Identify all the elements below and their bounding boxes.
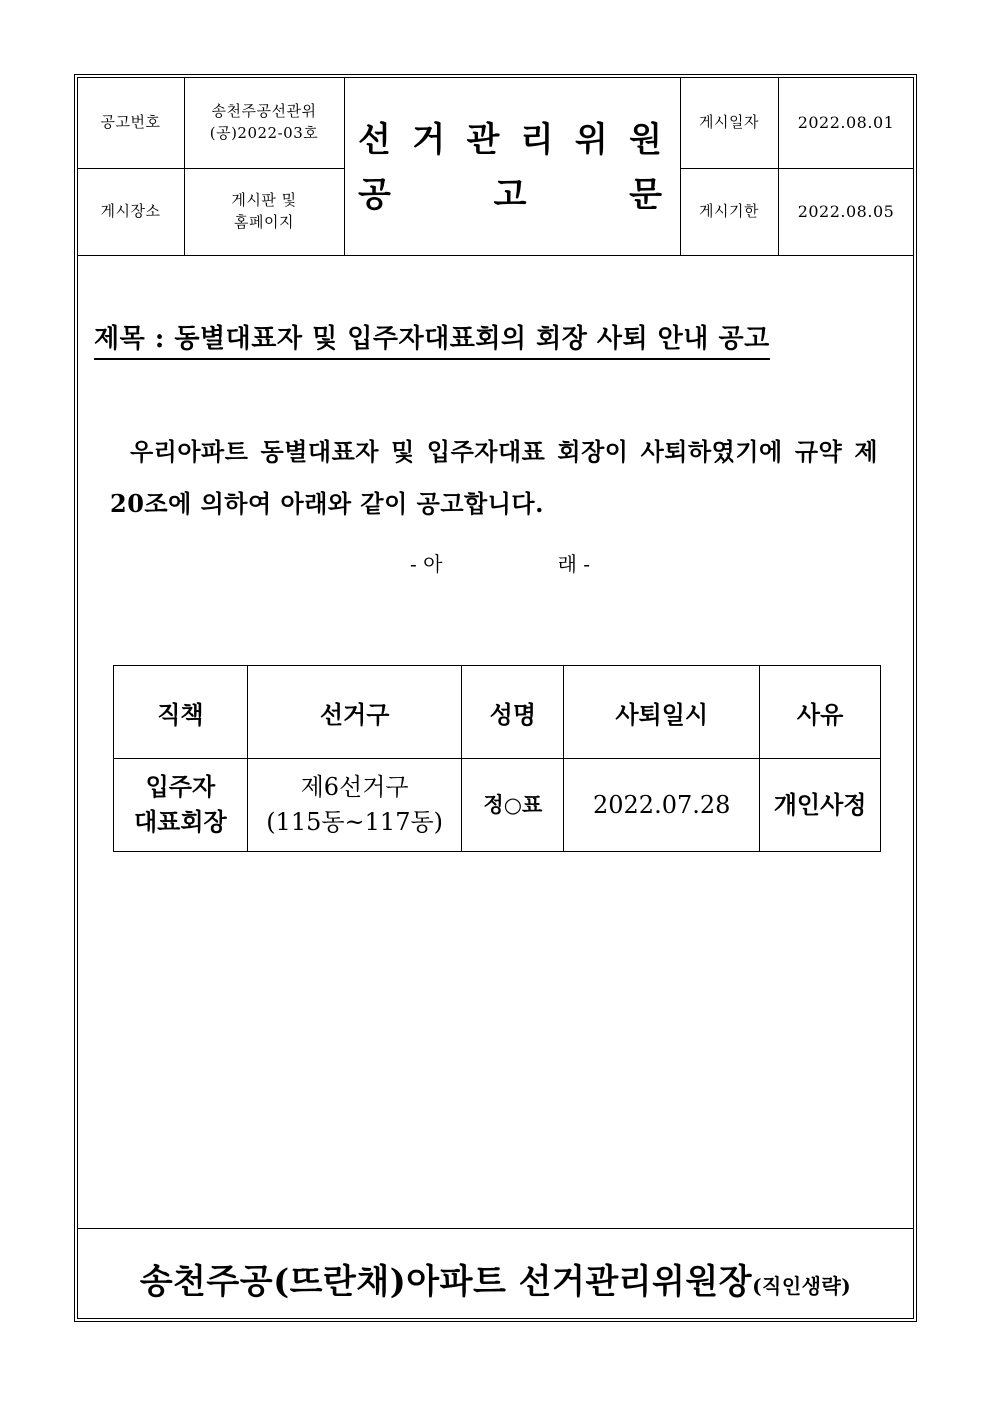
post-date-label: 게시일자 — [699, 112, 759, 131]
notice-number-line2: (공)2022-03호 — [209, 123, 319, 142]
posting-place-label: 게시장소 — [100, 201, 161, 220]
title-char: 공 — [358, 175, 391, 215]
committee-chair: 송천주공(뜨란채)아파트 선거관리위원장 — [139, 1262, 753, 1302]
title-char: 선 — [358, 120, 391, 160]
col-header-date: 사퇴일시 — [564, 666, 760, 759]
cell-district — [247, 759, 462, 852]
title-char: 원 — [629, 120, 662, 160]
col-header-reason: 사유 — [760, 666, 881, 759]
posting-place-line1: 게시판 및 — [231, 190, 297, 209]
seal-omitted-note: (직인생략) — [752, 1274, 852, 1298]
header-bottom-line — [77, 255, 914, 256]
title-char: 고 — [493, 175, 527, 215]
cell-name: 정○표 — [462, 759, 564, 852]
title-line1 — [344, 112, 680, 161]
below-marker-left: - 아 — [410, 552, 443, 576]
below-marker-right: 래 - — [557, 552, 590, 576]
position-line2: 대표회장 — [134, 807, 227, 836]
district-line1: 제6선거구 — [300, 773, 409, 802]
post-date-value: 2022.08.01 — [797, 112, 895, 132]
cell-position — [114, 759, 248, 852]
col-header-district: 선거구 — [247, 666, 462, 759]
title-line2 — [344, 167, 680, 216]
title-char: 문 — [629, 175, 662, 215]
position-line1: 입주자 — [145, 772, 216, 802]
resignation-table — [113, 665, 881, 852]
footer-divider — [77, 1228, 914, 1229]
post-until-label: 게시기한 — [699, 201, 759, 220]
notice-body: 우리아파트 동별대표자 및 입주자대표 회장이 사퇴하였기에 규약 제20조에 의하여 아래와 같이 공고합니다. — [110, 437, 878, 518]
district-line2: (115동~117동) — [266, 808, 444, 836]
posting-place-line2: 홈페이지 — [234, 212, 294, 231]
notice-number-label: 공고번호 — [100, 112, 161, 131]
cell-date: 2022.07.28 — [564, 759, 760, 852]
title-char: 위 — [574, 120, 608, 160]
posting-place-value — [184, 168, 344, 255]
notice-subject: 제목 : 동별대표자 및 입주자대표회의 회장 사퇴 안내 공고 — [94, 318, 770, 360]
signature-line — [77, 1230, 914, 1303]
title-char: 관 — [466, 120, 500, 160]
document-title — [344, 112, 680, 216]
post-until-value: 2022.08.05 — [797, 201, 895, 221]
title-char: 리 — [520, 120, 554, 160]
notice-number-line1: 송천주공선관위 — [211, 101, 317, 120]
notice-number-value — [184, 77, 344, 168]
col-header-position: 직책 — [114, 666, 248, 759]
col-header-name: 성명 — [462, 666, 564, 759]
table-row — [114, 759, 881, 852]
table-header-row — [114, 666, 881, 759]
below-marker — [410, 548, 590, 577]
title-char: 거 — [412, 120, 446, 160]
cell-reason: 개인사정 — [760, 759, 881, 852]
